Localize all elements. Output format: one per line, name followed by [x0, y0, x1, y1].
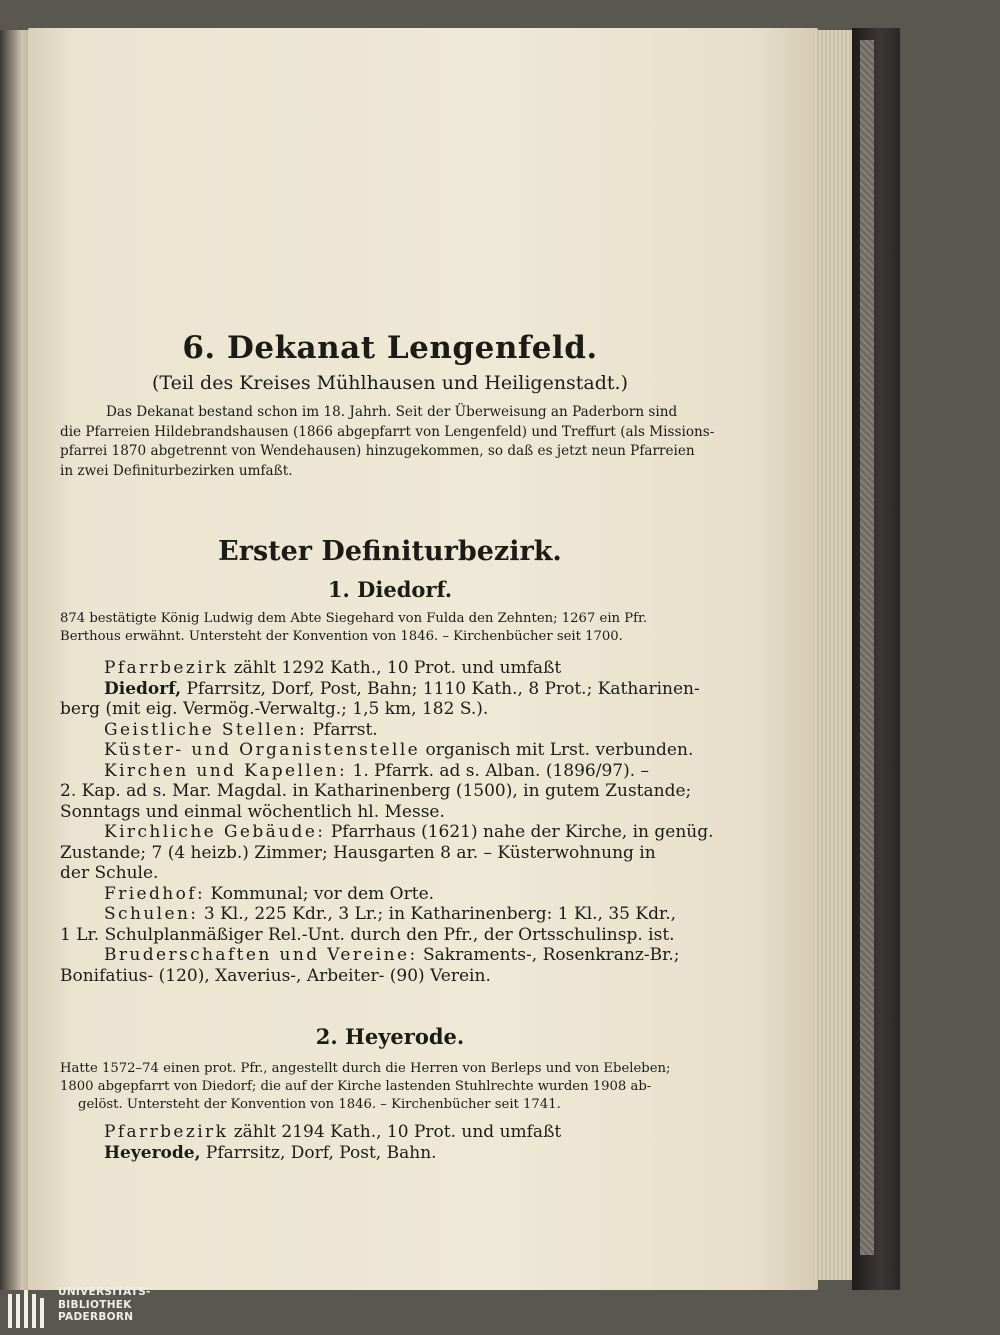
entry-label: Küster- und Organistenstelle	[104, 740, 421, 760]
deanery-title: 6. Dekanat Lengenfeld.	[182, 330, 598, 366]
section-title: Erster Definiturbezirk.	[218, 536, 562, 567]
entry-text: Kommunal; vor dem Orte.	[205, 883, 435, 904]
entry-line	[60, 822, 720, 843]
entry-line	[60, 884, 720, 905]
entry-label: Diedorf,	[104, 678, 182, 699]
entry-label: Friedhof:	[104, 883, 206, 904]
entry-label: Geistliche Stellen:	[104, 719, 308, 740]
entry-line	[60, 802, 720, 823]
history-line: 1800 abgepfarrt von Diedorf; die auf der Kirche lastenden Stuhlrechte wurden 1908 ab-	[60, 1079, 652, 1094]
entry-line	[60, 863, 720, 884]
logo-line: PADERBORN	[58, 1311, 134, 1323]
intro-line: pfarrei 1870 abgetrennt von Wendehausen) hinzugekommen, so daß es jetzt neun Pfarreien	[60, 443, 695, 459]
intro-paragraph	[60, 403, 720, 481]
entry-line	[60, 966, 720, 987]
entry-text: zählt 2194 Kath., 10 Prot. und umfaßt	[228, 1122, 562, 1142]
page-fore-edge	[815, 30, 855, 1280]
intro-line: in zwei Definiturbezirken umfaßt.	[60, 462, 293, 479]
history-line: Berthous erwähnt. Untersteht der Konvention von 1846. – Kirchenbücher seit 1700.	[60, 629, 623, 644]
entry-text: Bonifatius- (120), Xaverius-, Arbeiter- (90) Verein.	[60, 965, 491, 986]
entry-text: zählt 1292 Kath., 10 Prot. und umfaßt	[228, 658, 562, 678]
parish2-title: 2. Heyerode.	[315, 1024, 465, 1049]
cover-cloth-strip	[860, 40, 874, 1255]
parish2-history	[60, 1060, 720, 1114]
entry-line	[60, 843, 720, 864]
library-logo-icon	[6, 1288, 50, 1330]
history-line: gelöst. Untersteht der Konvention von 1846. – Kirchenbücher seit 1741.	[78, 1097, 561, 1112]
entry-line	[60, 945, 720, 966]
entry-text: Pfarrhaus (1621) nahe der Kirche, in genüg.	[325, 822, 714, 842]
parish1-history	[60, 610, 720, 646]
entry-line	[60, 781, 720, 802]
entry-line	[60, 1122, 720, 1143]
entry-label: Kirchen und Kapellen:	[104, 760, 348, 781]
history-line: 874 bestätigte König Ludwig dem Abte Siegehard von Fulda den Zehnten; 1267 ein Pfr.	[60, 611, 648, 626]
history-line: Hatte 1572–74 einen prot. Pfr., angestellt durch die Herren von Berleps und von Ebeleben;	[60, 1061, 671, 1076]
entry-line	[60, 679, 720, 700]
entry-text: der Schule.	[60, 863, 159, 883]
entry-label: Bruderschaften und Vereine:	[104, 945, 418, 965]
entry-text: 3 Kl., 225 Kdr., 3 Lr.; in Katharinenberg: 1 Kl., 35 Kdr.,	[198, 904, 677, 924]
entry-text: Pfarrsitz, Dorf, Post, Bahn.	[200, 1142, 437, 1163]
parish1-title: 1. Diedorf.	[327, 577, 453, 602]
entry-label: Schulen:	[104, 904, 199, 924]
parish2-details	[60, 1122, 720, 1163]
entry-text: Sonntags und einmal wöchentlich hl. Messe.	[60, 801, 445, 822]
deanery-subtitle: (Teil des Kreises Mühlhausen und Heiligenstadt.)	[151, 372, 629, 394]
logo-line: UNIVERSITÄTS-	[58, 1286, 151, 1298]
entry-text: Pfarrst.	[307, 719, 378, 740]
entry-text: berg (mit eig. Vermög.-Verwaltg.; 1,5 km, 182 S.).	[60, 699, 489, 719]
parish1-details	[60, 658, 720, 986]
entry-label: Pfarrbezirk	[104, 1122, 229, 1142]
library-logo-text	[58, 1286, 151, 1324]
entry-text: Zustande; 7 (4 heizb.) Zimmer; Hausgarten 8 ar. – Küsterwohnung in	[60, 842, 656, 863]
entry-line	[60, 1143, 720, 1164]
entry-label: Pfarrbezirk	[104, 658, 229, 678]
entry-line	[60, 925, 720, 946]
entry-text: 1. Pfarrk. ad s. Alban. (1896/97). –	[347, 760, 650, 781]
intro-line: die Pfarreien Hildebrandshausen (1866 abgepfarrt von Lengenfeld) und Treffurt (als Missions-	[60, 423, 715, 440]
logo-line: BIBLIOTHEK	[58, 1298, 132, 1311]
entry-label: Kirchliche Gebäude:	[104, 822, 326, 842]
entry-text: Sakraments-, Rosenkranz-Br.;	[417, 945, 680, 965]
entry-text: organisch mit Lrst. verbunden.	[420, 740, 694, 760]
entry-label: Heyerode,	[104, 1142, 201, 1163]
entry-line	[60, 740, 720, 761]
intro-line: Das Dekanat bestand schon im 18. Jahrh. Seit der Überweisung an Paderborn sind	[106, 404, 678, 420]
entry-text: 1 Lr. Schulplanmäßiger Rel.-Unt. durch den Pfr., der Ortsschulinsp. ist.	[60, 924, 675, 945]
entry-line	[60, 658, 720, 679]
entry-text: 2. Kap. ad s. Mar. Magdal. in Katharinenberg (1500), in gutem Zustande;	[60, 781, 692, 801]
entry-line	[60, 761, 720, 782]
entry-line	[60, 720, 720, 741]
entry-text: Pfarrsitz, Dorf, Post, Bahn; 1110 Kath., 8 Prot.; Katharinen-	[181, 678, 700, 699]
entry-line	[60, 904, 720, 925]
entry-line	[60, 699, 720, 720]
library-logo	[6, 1286, 156, 1332]
